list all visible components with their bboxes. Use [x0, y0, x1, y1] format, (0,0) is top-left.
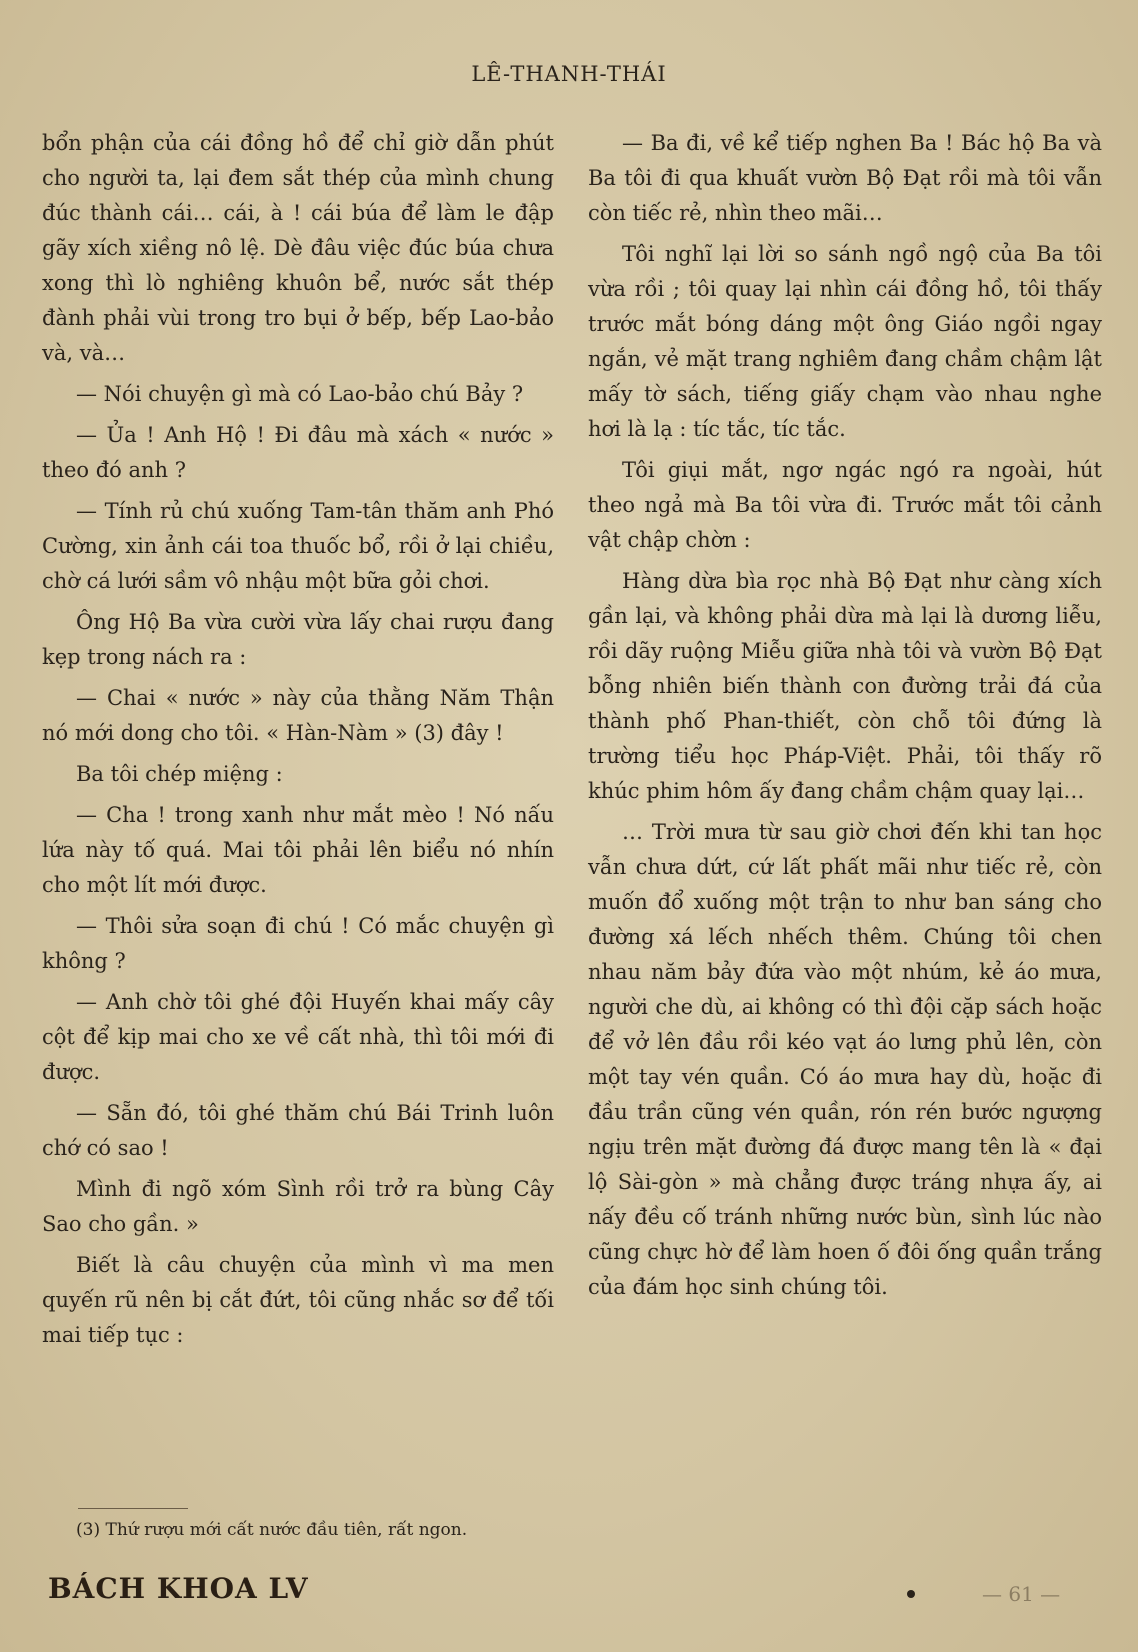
page-number: — 61 — [982, 1582, 1061, 1606]
magazine-name: BÁCH KHOA LV [48, 1572, 309, 1605]
paragraph: Ông Hộ Ba vừa cười vừa lấy chai rượu đang kẹp trong nách ra : [42, 610, 554, 669]
paragraph: Biết là câu chuyện của mình vì ma men quyến rũ nên bị cắt đứt, tôi cũng nhắc sơ để tối mai tiếp tục : [42, 1253, 554, 1347]
paragraph: Ba tôi chép miệng : [76, 762, 283, 786]
paragraph: Mình đi ngõ xóm Sình rồi trở ra bùng Cây Sao cho gần. » [42, 1177, 554, 1236]
paragraph: — Ủa ! Anh Hộ ! Đi đâu mà xách « nước » theo đó anh ? [42, 423, 554, 482]
paragraph: — Ba đi, về kể tiếp nghen Ba ! Bác hộ Ba và Ba tôi đi qua khuất vườn Bộ Đạt rồi mà tôi vẫn còn tiếc rẻ, nhìn theo mãi… [588, 131, 1102, 225]
paragraph: Tôi giụi mắt, ngơ ngác ngó ra ngoài, hút theo ngả mà Ba tôi vừa đi. Trước mắt tôi cảnh vật chập chờn : [588, 458, 1102, 552]
paragraph: — Nói chuyện gì mà có Lao-bảo chú Bảy ? [76, 382, 524, 406]
paragraph: … Trời mưa từ sau giờ chơi đến khi tan học vẫn chưa dứt, cứ lất phất mãi như tiếc rẻ, còn muốn đổ xuống một trận to như ban sáng cho đường xá lếch nhếch thêm. Chúng tôi chen nhau năm bảy đứa vào một nhúm, kẻ áo mưa, người che dù, ai không có thì đội cặp sách hoặc để vở lên đầu rồi kéo vạt áo lưng phủ lên, còn một tay vén quần. Có áo mưa hay dù, hoặc đi đầu trần cũng vén quần, rón rén bước ngượng ngịu trên mặt đường đá được mang tên là « đại lộ Sài-gòn » mà chẳng được tráng nhựa ấy, ai nấy đều cố tránh những nước bùn, sình lúc nào cũng chực hờ để làm hoen ố đôi ống quần trắng của đám học sinh chúng tôi. [588, 820, 1102, 1299]
paragraph: bổn phận của cái đồng hồ để chỉ giờ dẫn phút cho người ta, lại đem sắt thép của mình chung đúc thành cái… cái, à ! cái búa để làm le đập gãy xích xiềng nô lệ. Dè đâu việc đúc búa chưa xong thì lò nghiêng khuôn bể, nước sắt thép đành phải vùi trong tro bụi ở bếp, bếp Lao-bảo và, và… [42, 131, 554, 365]
paragraph: Tôi nghĩ lại lời so sánh ngồ ngộ của Ba tôi vừa rồi ; tôi quay lại nhìn cái đồng hồ, tôi thấy trước mắt bóng dáng một ông Giáo ngồi ngay ngắn, vẻ mặt trang nghiêm đang chầm chậm lật mấy tờ sách, tiếng giấy chạm vào nhau nghe hơi là lạ : tíc tắc, tíc tắc. [588, 242, 1102, 441]
right-column [588, 126, 1102, 1311]
paragraph: — Tính rủ chú xuống Tam-tân thăm anh Phó Cường, xin ảnh cái toa thuốc bổ, rồi ở lại chiều, chờ cá lưới sầm vô nhậu một bữa gỏi chơi. [42, 499, 554, 593]
paragraph: — Sẵn đó, tôi ghé thăm chú Bái Trinh luôn chớ có sao ! [42, 1101, 554, 1160]
running-header: LÊ-THANH-THÁI [471, 62, 667, 86]
footnote: (3) Thứ rượu mới cất nước đầu tiên, rất ngon. [76, 1520, 468, 1540]
bullet-icon [907, 1590, 915, 1598]
paragraph: Hàng dừa bìa rọc nhà Bộ Đạt như càng xích gần lại, và không phải dừa mà lại là dương liễu, rồi dãy ruộng Miễu giữa nhà tôi và vườn Bộ Đạt bỗng nhiên biến thành con đường trải đá của thành phố Phan-thiết, còn chỗ tôi đứng là trường tiểu học Pháp-Việt. Phải, tôi thấy rõ khúc phim hôm ấy đang chầm chậm quay lại… [588, 569, 1102, 803]
left-column [42, 126, 554, 1359]
paragraph: — Chai « nước » này của thằng Năm Thận nó mới dong cho tôi. « Hàn-Nàm » (3) đây ! [42, 686, 554, 745]
paragraph: — Anh chờ tôi ghé đội Huyến khai mấy cây cột để kịp mai cho xe về cất nhà, thì tôi mới đi được. [42, 990, 554, 1084]
footnote-divider [78, 1508, 188, 1509]
paragraph: — Thôi sửa soạn đi chú ! Có mắc chuyện gì không ? [42, 914, 554, 973]
paragraph: — Cha ! trong xanh như mắt mèo ! Nó nấu lứa này tố quá. Mai tôi phải lên biểu nó nhín cho một lít mới được. [42, 803, 554, 897]
